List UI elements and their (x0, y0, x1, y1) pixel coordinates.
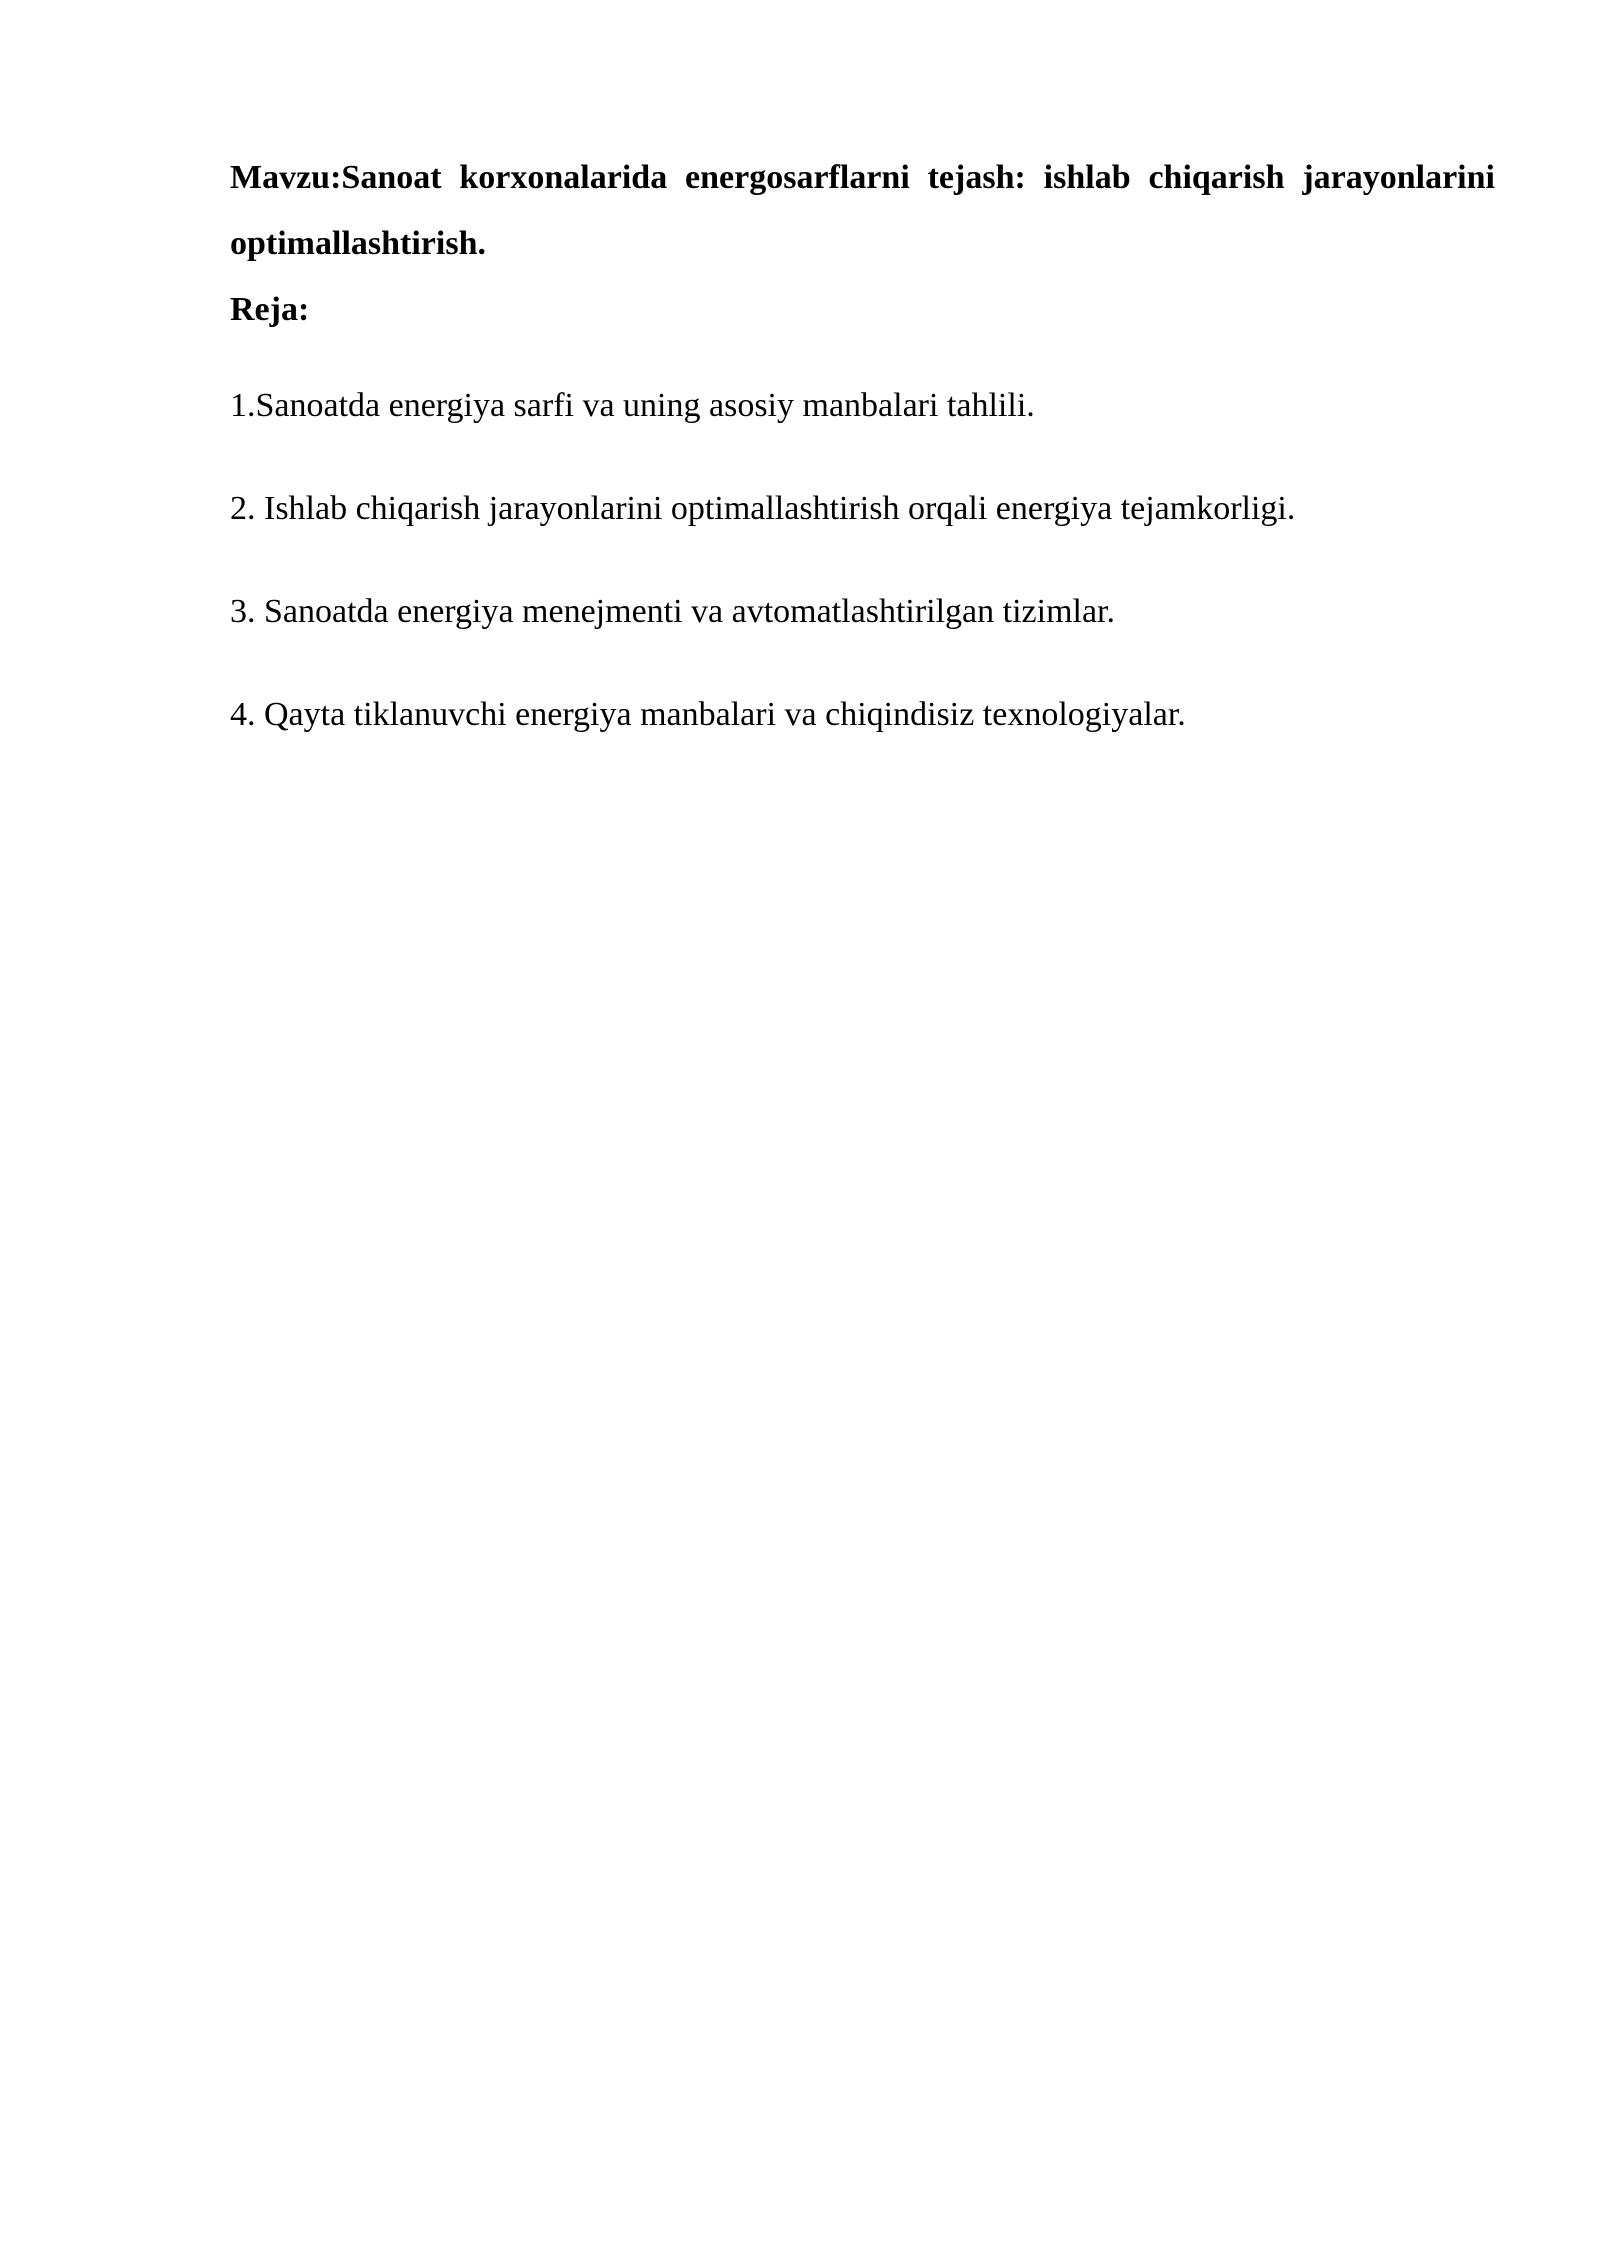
plan-item: 4. Qayta tiklanuvchi energiya manbalari va chiqindisiz texnologiyalar. (230, 696, 1186, 733)
document-body (230, 145, 1495, 792)
plan-item: 3. Sanoatda energiya menejmenti va avtomatlashtirilgan tizimlar. (230, 593, 1115, 630)
plan-item: 2. Ishlab chiqarish jarayonlarini optimallashtirish orqali energiya tejamkorligi. (230, 490, 1296, 527)
plan-item: 1.Sanoatda energiya sarfi va uning asosiy manbalari tahlili. (230, 387, 1035, 424)
topic-title: Mavzu:Sanoat korxonalarida energosarflarni tejash: ishlab chiqarish jarayonlarini optimallashtirish. (230, 159, 1495, 262)
plan-list (230, 380, 1495, 741)
plan-heading: Reja: (230, 291, 310, 328)
